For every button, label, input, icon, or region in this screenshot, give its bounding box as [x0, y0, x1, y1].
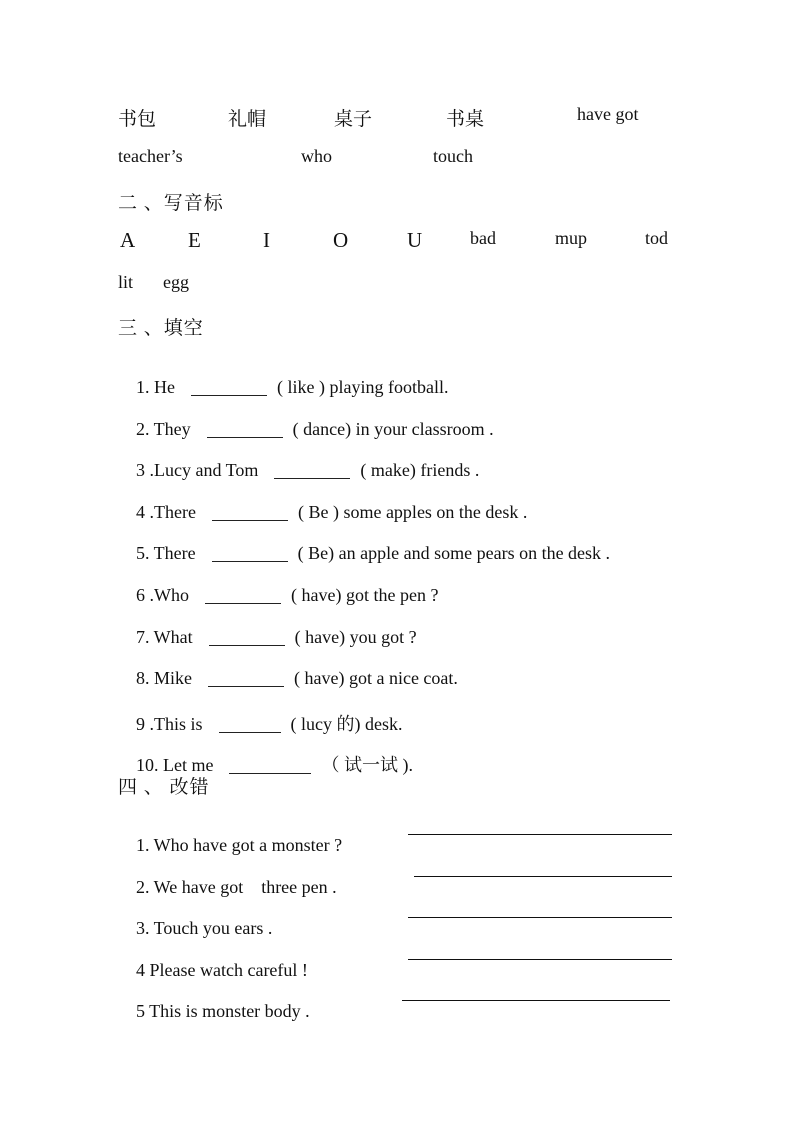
answer-line: [414, 876, 672, 877]
question-suffix: ( make) friends .: [360, 460, 480, 480]
question-text: 1. He: [136, 377, 175, 397]
fill-item: [118, 398, 733, 439]
phonetic-word: mup: [555, 228, 588, 248]
fill-item: [118, 522, 733, 563]
vocab-word: teacher’s: [118, 146, 183, 166]
vocab-word: who: [301, 146, 332, 166]
correction-text: 4 Please watch careful !: [136, 960, 308, 980]
correction-text: 2. We have got three pen .: [136, 877, 337, 897]
correction-item: [118, 897, 733, 938]
question-suffix: ( dance) in your classroom .: [292, 419, 494, 439]
question-text: 7. What: [136, 627, 193, 647]
question-text: 8. Mike: [136, 668, 192, 688]
fill-item: [118, 481, 733, 522]
question-text: 6 .Who: [136, 585, 189, 605]
question-suffix: ( Be ) some apples on the desk .: [297, 502, 528, 522]
correction-item: [118, 856, 733, 897]
fill-blank: [191, 381, 267, 396]
answer-line: [408, 834, 672, 835]
correction-text: 5 This is monster body .: [136, 1001, 310, 1021]
fill-item: [118, 647, 733, 688]
vocab-word: 书包: [118, 109, 157, 130]
vocab-word: touch: [433, 146, 473, 166]
phonetic-word: bad: [470, 228, 496, 248]
fill-item: [118, 606, 733, 647]
fill-blank: [212, 547, 288, 562]
phonetic-letter: A: [120, 228, 136, 252]
fill-item: [118, 689, 733, 734]
question-suffix: ( have) you got ?: [294, 627, 417, 647]
vocab-row-1: [118, 104, 733, 130]
phonetic-row-1: [118, 228, 733, 254]
question-text: 5. There: [136, 543, 196, 563]
fill-item: [118, 564, 733, 605]
question-text: 3 .Lucy and Tom: [136, 460, 259, 480]
vocab-word: 书桌: [446, 109, 485, 130]
section3-heading: 三 、填空: [118, 318, 204, 339]
phonetic-word: egg: [163, 272, 189, 292]
correction-item: [118, 939, 733, 980]
correction-item: [118, 980, 733, 1021]
vocab-row-2: [118, 146, 733, 172]
question-suffix: （ 试一试 ).: [321, 755, 413, 775]
phonetic-letter: O: [333, 228, 349, 252]
question-text: 10. Let me: [136, 755, 214, 775]
fill-item: [118, 356, 733, 397]
answer-line: [408, 917, 672, 918]
fill-blank: [207, 423, 283, 438]
question-text: 9 .This is: [136, 714, 203, 734]
phonetic-letter: E: [188, 228, 201, 252]
question-suffix: ( have) got a nice coat.: [294, 668, 458, 688]
question-suffix: ( lucy 的) desk.: [290, 714, 403, 734]
phonetic-row-2: [118, 272, 733, 298]
vocab-word: 桌子: [334, 109, 373, 130]
fill-blank: [208, 672, 284, 687]
correction-text: 3. Touch you ears .: [136, 918, 273, 938]
fill-blank: [209, 631, 285, 646]
correction-item: [118, 814, 733, 855]
vocab-word: 礼帽: [228, 109, 267, 130]
fill-blank: [212, 506, 288, 521]
question-suffix: ( like ) playing football.: [277, 377, 449, 397]
answer-line: [402, 1000, 670, 1001]
fill-item: [118, 439, 733, 480]
question-suffix: ( Be) an apple and some pears on the desk .: [297, 543, 611, 563]
fill-item: [118, 730, 733, 775]
section2-heading: 二 、写音标: [118, 193, 224, 214]
answer-line: [408, 959, 672, 960]
phonetic-word: lit: [118, 272, 134, 292]
question-text: 2. They: [136, 419, 191, 439]
fill-blank: [274, 464, 350, 479]
vocab-word: have got: [577, 104, 639, 124]
phonetic-letter: U: [407, 228, 423, 252]
phonetic-word: tod: [645, 228, 669, 248]
question-suffix: ( have) got the pen ?: [291, 585, 439, 605]
fill-blank: [205, 589, 281, 604]
question-text: 4 .There: [136, 502, 196, 522]
section4-heading: 四 、 改错: [118, 777, 210, 798]
correction-text: 1. Who have got a monster ?: [136, 835, 343, 855]
phonetic-letter: I: [263, 228, 270, 252]
